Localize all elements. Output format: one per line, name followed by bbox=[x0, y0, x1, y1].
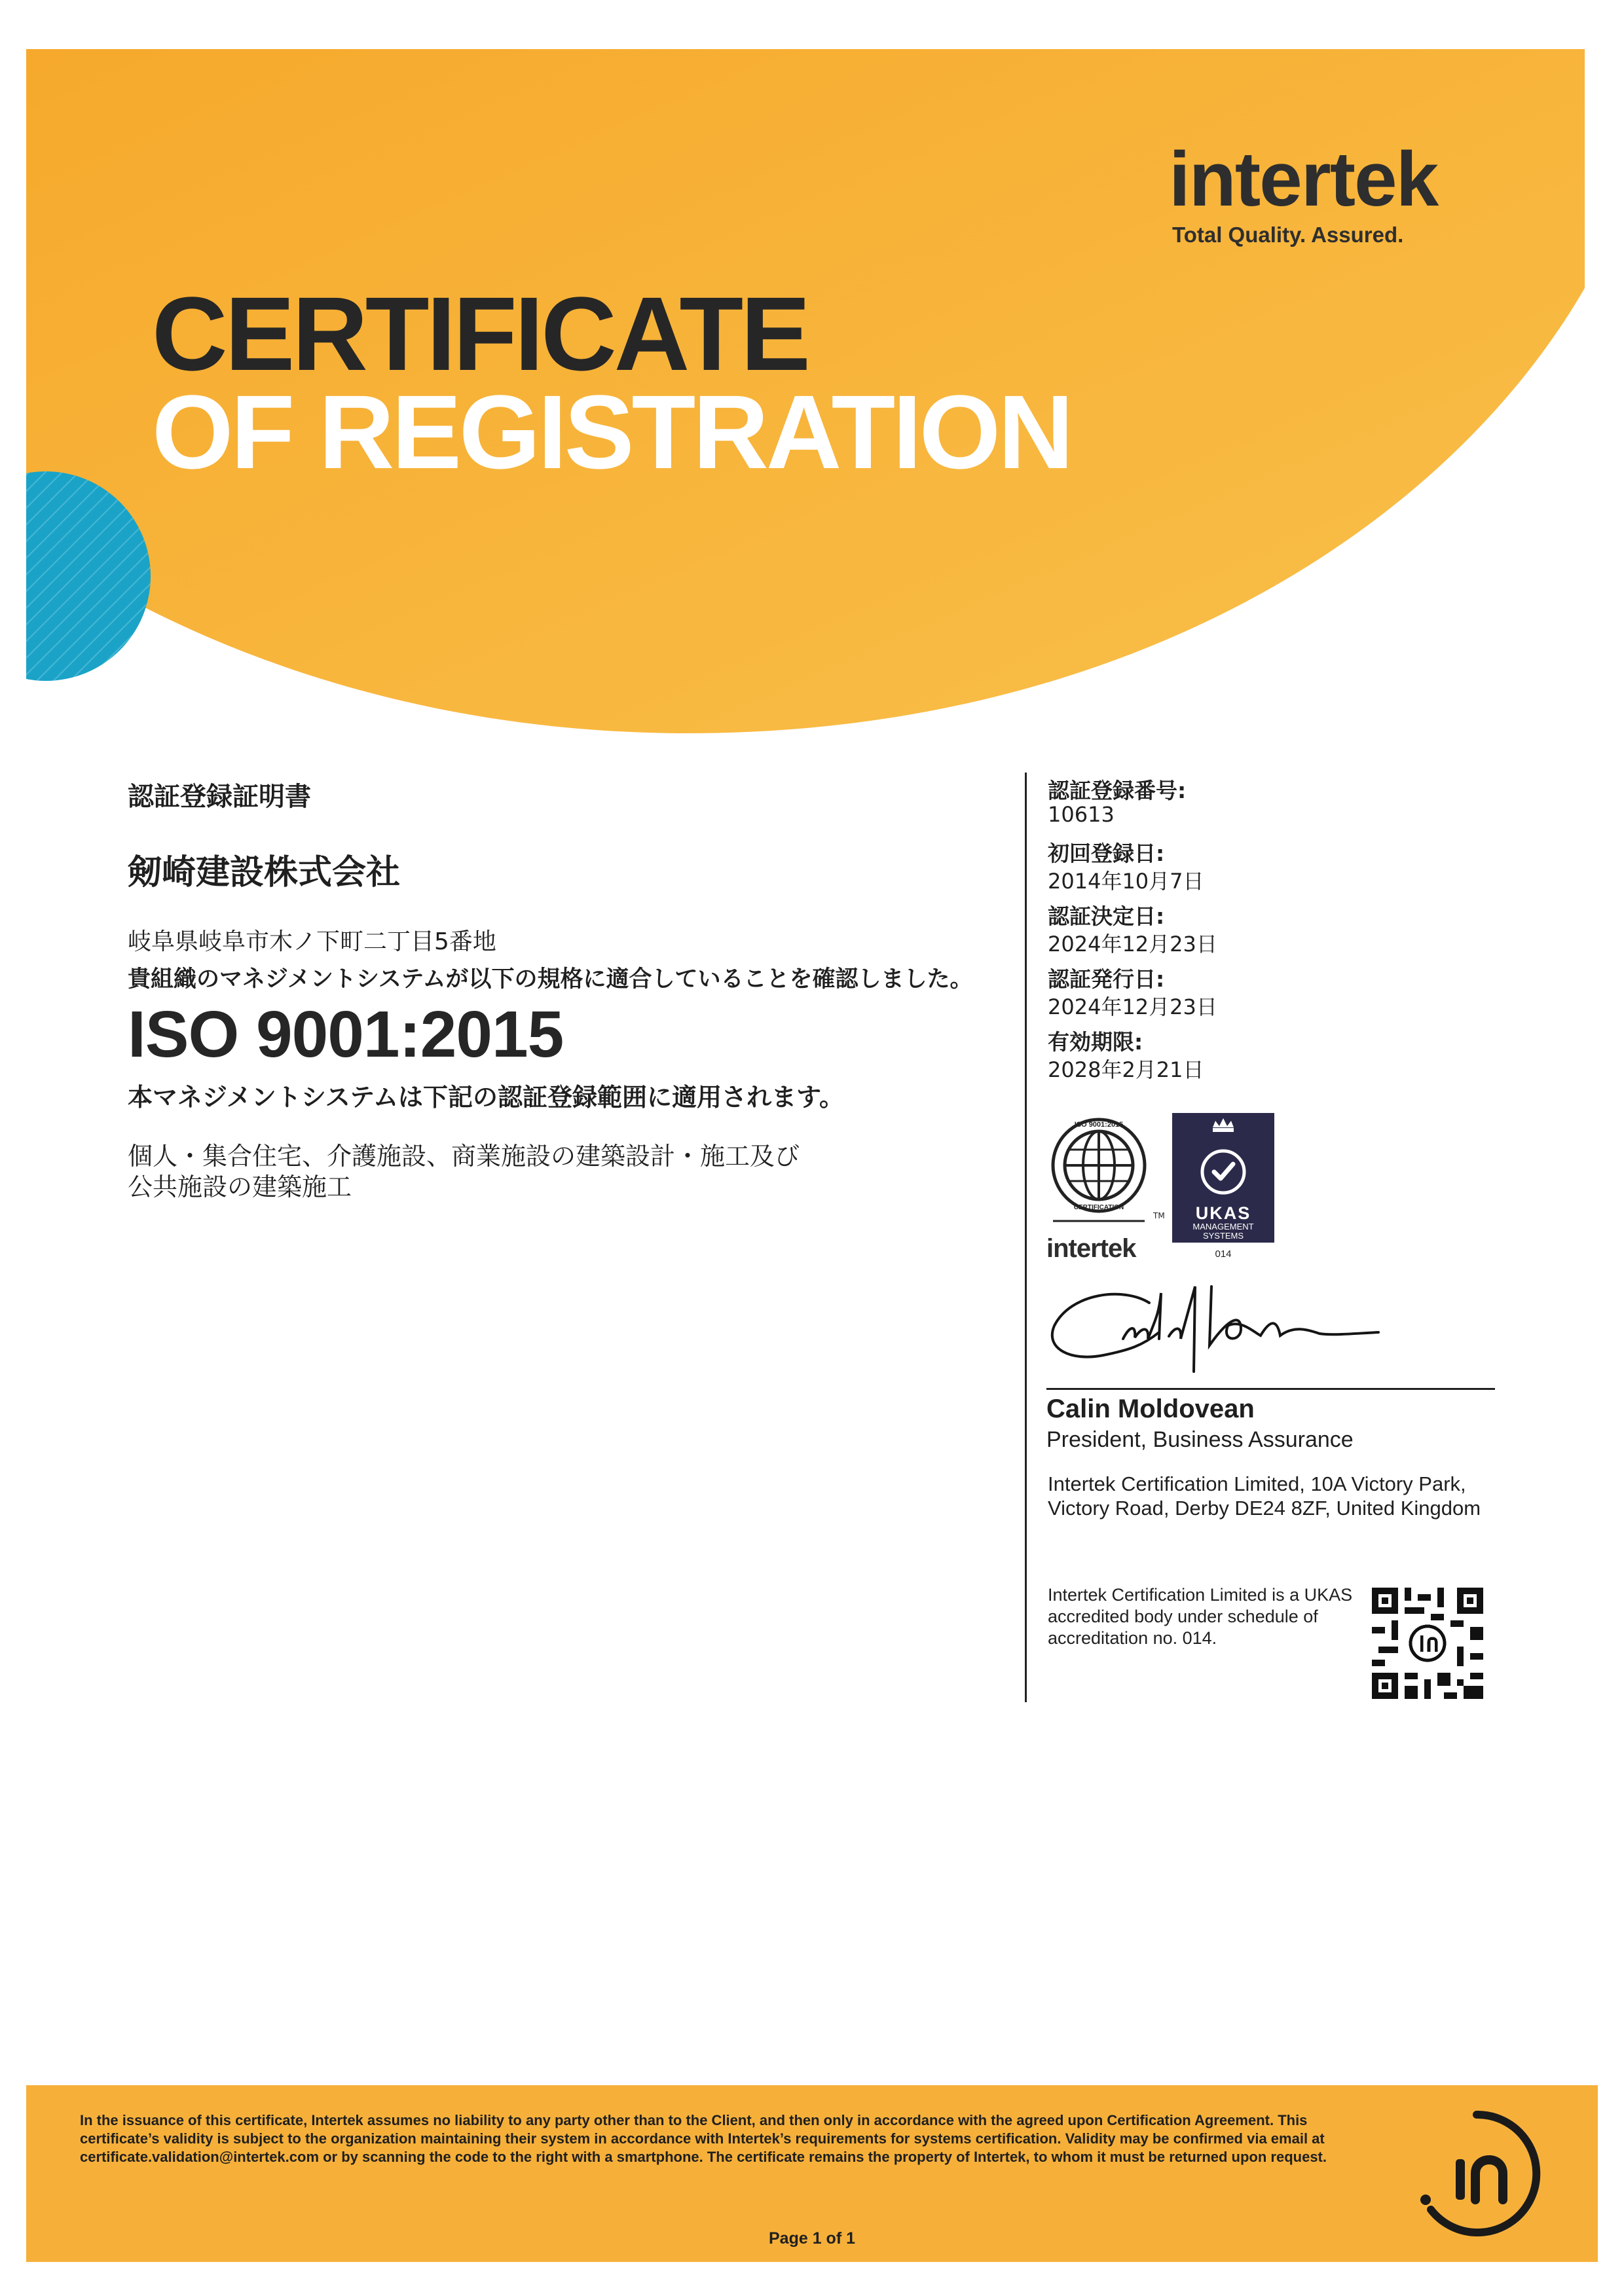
decision-date-value: 2024年12月23日 bbox=[1048, 932, 1217, 957]
scope-line-2: 公共施設の建築施工 bbox=[128, 1173, 352, 1201]
expiry-date-value: 2028年2月21日 bbox=[1048, 1057, 1204, 1082]
trademark-mark: TM bbox=[1153, 1211, 1165, 1220]
issue-date-label: 認証発行日: bbox=[1048, 966, 1165, 992]
title-of-registration: OF REGISTRATION bbox=[152, 373, 1071, 490]
svg-text:ISO 9001:2015: ISO 9001:2015 bbox=[1074, 1121, 1124, 1129]
title-certificate: CERTIFICATE bbox=[152, 275, 808, 392]
qr-code-icon[interactable] bbox=[1372, 1588, 1483, 1699]
registration-number-label: 認証登録番号: bbox=[1048, 778, 1187, 803]
ukas-number: 014 bbox=[1215, 1248, 1232, 1260]
footer-disclaimer: In the issuance of this certificate, Intertek assumes no liability to any party other than to the Client, and then only in accordance with the agreed upon Certification Agreement. This certificate’s validity is subject to the organization maintaining their system in accordance with Intertek’s requirements for systems certification. Validity may be confirmed via email at certificate.validation@intertek.com or by scanning the code to the right with a smartphone. The certificate remains the property of Intertek, to whom it must be returned upon request. bbox=[80, 2112, 1327, 2165]
iso-certification-seal-icon bbox=[1046, 1113, 1151, 1224]
scope-line-1: 個人・集合住宅、介護施設、商業施設の建築設計・施工及び bbox=[128, 1142, 800, 1171]
ukas-accreditation-note: Intertek Certification Limited is a UKAS accredited body under schedule of accreditation no. 014. bbox=[1048, 1585, 1353, 1648]
signature-line bbox=[1046, 1388, 1495, 1390]
intertek-mark-label: intertek bbox=[1046, 1234, 1136, 1263]
registration-number-value: 10613 bbox=[1048, 802, 1115, 827]
tagline: Total Quality. Assured. bbox=[1172, 223, 1404, 247]
issue-date-value: 2024年12月23日 bbox=[1048, 994, 1217, 1019]
svg-text:CERTIFICATION: CERTIFICATION bbox=[1073, 1204, 1124, 1211]
signer-title: President, Business Assurance bbox=[1046, 1427, 1354, 1452]
intertek-in-logo-icon bbox=[1411, 2108, 1542, 2239]
handwritten-signature bbox=[1044, 1273, 1385, 1385]
company-address: 岐阜県岐阜市木ノ下町二丁目5番地 bbox=[128, 928, 496, 955]
scope-intro: 本マネジメントシステムは下記の認証登録範囲に適用されます。 bbox=[128, 1083, 845, 1112]
iso-standard: ISO 9001:2015 bbox=[128, 998, 564, 1071]
ukas-sublabel: MANAGEMENT SYSTEMS bbox=[1192, 1222, 1254, 1241]
ukas-crown-check-icon bbox=[1172, 1113, 1274, 1201]
page-number: Page 1 of 1 bbox=[769, 2229, 855, 2248]
intertek-logo-text: intertek bbox=[1169, 136, 1438, 223]
ukas-label: UKAS bbox=[1195, 1203, 1251, 1223]
expiry-date-label: 有効期限: bbox=[1048, 1029, 1143, 1055]
column-divider bbox=[1025, 773, 1027, 1702]
confirmation-statement: 貴組織のマネジメントシステムが以下の規格に適合していることを確認しました。 bbox=[128, 966, 973, 993]
signer-name: Calin Moldovean bbox=[1046, 1394, 1255, 1423]
certificate-heading-jp: 認証登録証明書 bbox=[128, 782, 311, 812]
decision-date-label: 認証決定日: bbox=[1048, 903, 1165, 929]
issuer-address: Intertek Certification Limited, 10A Victory Park, Victory Road, Derby DE24 8ZF, United Kingdom bbox=[1048, 1472, 1481, 1520]
initial-registration-value: 2014年10月7日 bbox=[1048, 869, 1204, 894]
company-name: 剱崎建設株式会社 bbox=[128, 853, 401, 892]
initial-registration-label: 初回登録日: bbox=[1048, 841, 1165, 866]
